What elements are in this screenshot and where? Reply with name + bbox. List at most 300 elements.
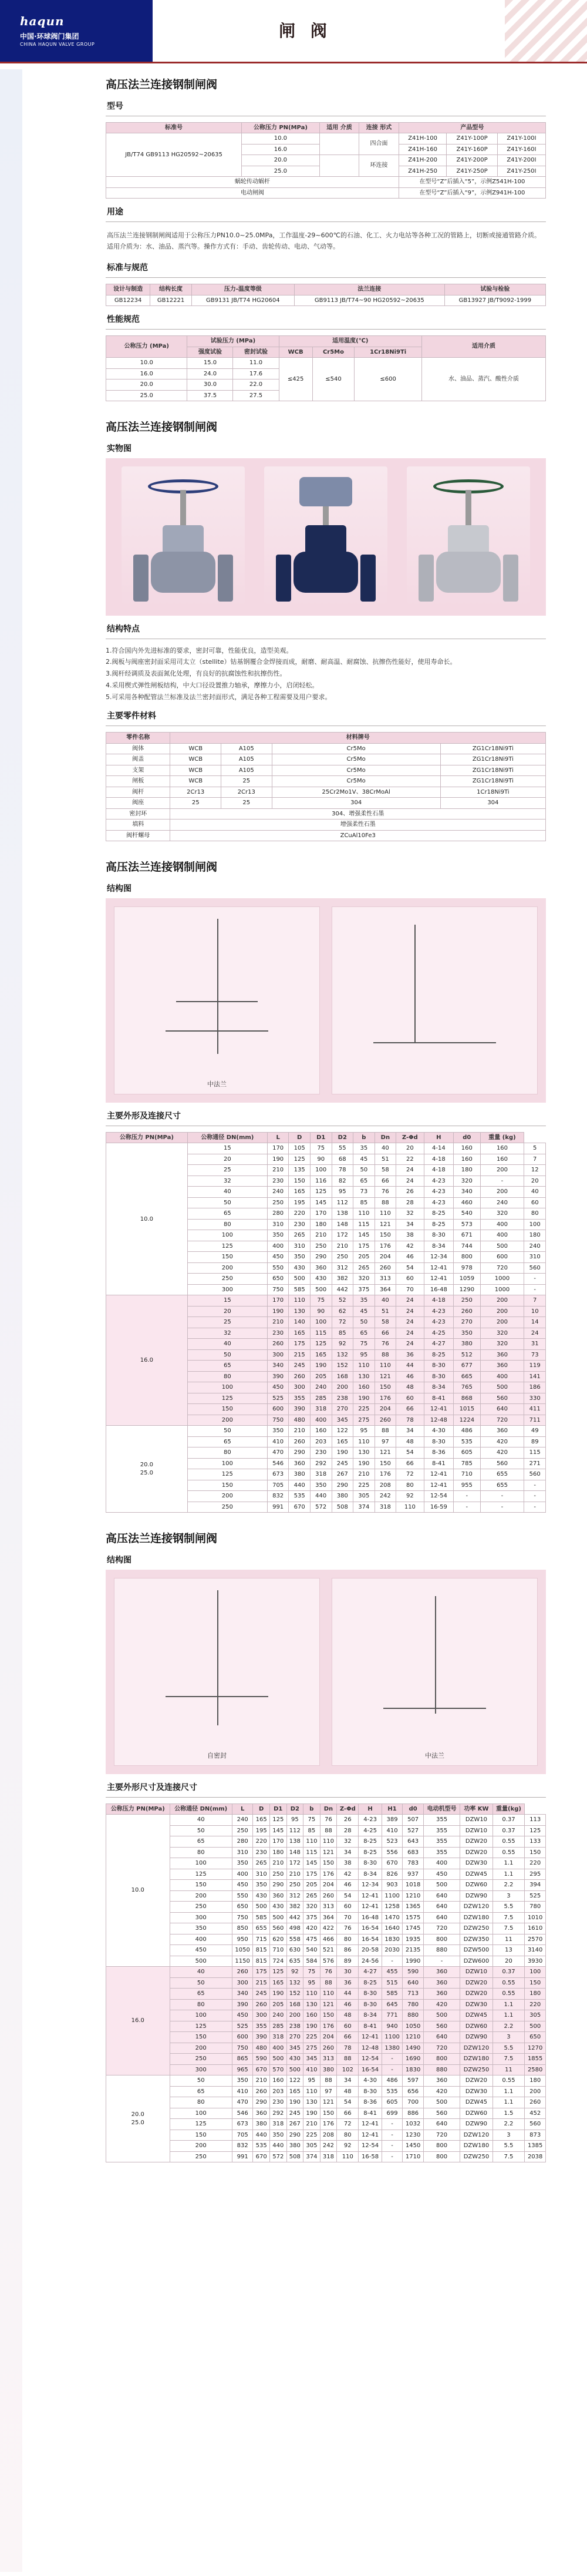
table-cell: 635: [286, 1956, 303, 1967]
table-cell: 380: [320, 2064, 337, 2075]
table-cell: 65: [187, 1208, 267, 1220]
table-cell: 318: [375, 1502, 396, 1513]
table-cell: 12-54: [359, 2141, 382, 2152]
table-cell: 40: [375, 1143, 396, 1154]
table-cell: 60: [337, 1902, 359, 1913]
table-cell: 205: [353, 1252, 375, 1263]
th: Cr5Mo: [312, 347, 355, 358]
table-cell: 710: [269, 1945, 286, 1956]
table-cell: 12-41: [359, 1902, 382, 1913]
model-code: Z41H-100: [399, 133, 447, 145]
table-cell: 500: [286, 2064, 303, 2075]
material: ZG1Cr18Ni9Ti: [440, 765, 545, 776]
th: 公称压力 PN(MPa): [106, 1803, 170, 1815]
table-cell: 75: [303, 1967, 321, 1978]
table-cell: 80: [187, 1371, 267, 1382]
table-cell: 200: [170, 2043, 232, 2054]
table-cell: 3: [492, 2130, 525, 2141]
table-cell: 46: [337, 1880, 359, 1891]
table-cell: 208: [320, 2130, 337, 2141]
table-cell: 1830: [382, 1934, 403, 1945]
table-cell: 7.5: [492, 1912, 525, 1923]
table-cell: -: [454, 1491, 480, 1502]
table-cell: -: [382, 2130, 403, 2141]
table-cell: 450: [232, 1880, 253, 1891]
pressure-cell: 16.0: [106, 1967, 170, 2075]
table-cell: 190: [267, 1306, 289, 1317]
drawing-caption: 自密封: [207, 1751, 227, 1759]
table-cell: 1010: [525, 1912, 546, 1923]
th: b: [353, 1132, 375, 1143]
table-cell: 240: [524, 1241, 546, 1252]
table-cell: 1990: [403, 1956, 424, 1967]
table-cell: 150: [289, 1176, 311, 1187]
table-cell: 1.1: [492, 1858, 525, 1869]
table-cell: 640: [423, 2119, 460, 2130]
table-cell: 200: [187, 1491, 267, 1502]
table-cell: DZW30: [460, 1858, 492, 1869]
table-cell: 12-41: [359, 2119, 382, 2130]
table-cell: 600: [267, 1404, 289, 1415]
table-cell: 210: [303, 2119, 321, 2130]
table-cell: 486: [382, 2075, 403, 2087]
table-cell: 11: [492, 2064, 525, 2075]
table-cell: 210: [289, 1426, 311, 1437]
table-cell: 160: [353, 1382, 375, 1393]
table-cell: 125: [310, 1339, 332, 1350]
pressure-cell: 20.0 25.0: [106, 2075, 170, 2162]
table-cell: 260: [267, 1339, 289, 1350]
table-cell: 28: [337, 1825, 359, 1836]
table-cell: 44: [396, 1361, 424, 1372]
table-cell: 66: [337, 2108, 359, 2119]
dimensions-title: 主要外形及连接尺寸: [107, 1111, 181, 1121]
table-cell: 138: [332, 1208, 353, 1220]
table-cell: 670: [289, 1502, 311, 1513]
table-cell: 475: [303, 1934, 321, 1945]
company-name-cn: 中国·环球阀门集团: [20, 32, 79, 41]
photo-title: 实物图: [107, 444, 131, 454]
table-cell: 400: [170, 1934, 232, 1945]
table-cell: 20-58: [359, 1945, 382, 1956]
table-cell: 65: [187, 1436, 267, 1447]
table-cell: 665: [454, 1371, 480, 1382]
table-cell: 271: [524, 1458, 546, 1469]
table-cell: 978: [454, 1262, 480, 1274]
table-cell: 4-23: [424, 1197, 454, 1208]
table-cell: 40: [170, 1967, 232, 1978]
th: H: [424, 1132, 454, 1143]
performance-title: 性能规范: [107, 315, 140, 325]
table-row: [106, 1815, 546, 1826]
table-cell: 460: [454, 1197, 480, 1208]
table-cell: 355: [253, 2021, 270, 2032]
table-cell: 30.0: [187, 379, 233, 391]
table-cell: 175: [253, 1967, 270, 1978]
table-cell: 132: [286, 1977, 303, 1989]
table-cell: 260: [232, 1967, 253, 1978]
table-cell: 50: [187, 1349, 267, 1361]
table-cell: 400: [480, 1371, 524, 1382]
material: ZG1Cr18Ni9Ti: [440, 754, 545, 765]
table-cell: 640: [423, 1902, 460, 1913]
table-cell: 430: [289, 1262, 311, 1274]
table-cell: 190: [310, 1361, 332, 1372]
section-title: 高压法兰连接钢制闸阀: [106, 861, 218, 874]
table-cell: 420: [480, 1436, 524, 1447]
table-cell: 245: [332, 1458, 353, 1469]
table-cell: 160: [454, 1143, 480, 1154]
table-cell: 300: [170, 1912, 232, 1923]
table-cell: 170: [267, 1143, 289, 1154]
table-cell: 100: [187, 1230, 267, 1241]
title-area: [153, 0, 505, 62]
table-cell: 20: [396, 1143, 424, 1154]
table-cell: 112: [332, 1197, 353, 1208]
table-row: [106, 2119, 546, 2130]
table-cell: 260: [525, 2097, 546, 2108]
table-cell: 560: [480, 1458, 524, 1469]
table-cell: 300: [232, 1977, 253, 1989]
drawing-left: [114, 1578, 320, 1766]
table-cell: 410: [303, 2064, 321, 2075]
table-cell: 292: [310, 1458, 332, 1469]
table-cell: 240: [310, 1382, 332, 1393]
table-cell: 40: [187, 1339, 267, 1350]
table-cell: 215: [253, 1977, 270, 1989]
table-cell: 765: [454, 1382, 480, 1393]
note-label: 电动闸阀: [106, 187, 399, 199]
feature-item: 2.阀板与阀座密封面采用司太立（stellite）钴基钢覆合金焊接而成，耐磨、耐高温、耐腐蚀、抗擦伤性能好，使用寿命长。: [106, 658, 457, 666]
table-cell: 711: [524, 1415, 546, 1426]
table-cell: 318: [320, 2151, 337, 2162]
th: 密封试验: [233, 347, 279, 358]
table-cell: 750: [232, 1912, 253, 1923]
table-cell: 800: [454, 1252, 480, 1263]
table-cell: 133: [525, 1836, 546, 1848]
drawing-line: [373, 1042, 496, 1043]
table-cell: 1.1: [492, 1869, 525, 1880]
table-cell: 190: [332, 1447, 353, 1459]
table-cell: 210: [353, 1469, 375, 1480]
table-cell: DZW20: [460, 1847, 492, 1858]
table-cell: 4-18: [424, 1165, 454, 1176]
table-cell: 165: [286, 2086, 303, 2097]
table-cell: 115: [353, 1219, 375, 1230]
table-cell: 150: [320, 1858, 337, 1869]
model-standard: JB/T74 GB9113 HG20592~20635: [106, 133, 242, 177]
table-cell: 364: [320, 1912, 337, 1923]
table-cell: GB12234: [106, 295, 150, 306]
table-cell: 73: [353, 1187, 375, 1198]
table-cell: DZW120: [460, 2130, 492, 2141]
table-cell: 720: [423, 2130, 460, 2141]
flange: [133, 555, 149, 602]
table-cell: 8-34: [424, 1241, 454, 1252]
table-cell: 88: [375, 1426, 396, 1437]
table-cell: 89: [524, 1436, 546, 1447]
table-cell: 165: [253, 1815, 270, 1826]
table-cell: 195: [253, 1825, 270, 1836]
table-cell: 260: [253, 2086, 270, 2097]
drawing-line: [383, 1708, 486, 1709]
material: 25: [221, 798, 272, 809]
bonnet: [305, 525, 346, 555]
drawing-left: [114, 906, 320, 1094]
usage-title: 用途: [107, 207, 123, 217]
table-cell: 16-54: [359, 1934, 382, 1945]
table-cell: 1210: [403, 1890, 424, 1902]
table-cell: GB9113 JB/T74~90 HG20592~20635: [294, 295, 444, 306]
table-cell: 3140: [525, 1945, 546, 1956]
table-cell: 0.55: [492, 1989, 525, 2000]
table-cell: 584: [303, 1956, 321, 1967]
media-cell: 水、油品、蒸汽、酸性介质: [422, 358, 546, 401]
part-name: 阀盖: [106, 754, 170, 765]
table-cell: 200: [332, 1382, 353, 1393]
table-cell: 350: [232, 2075, 253, 2087]
table-cell: 540: [303, 1945, 321, 1956]
table-cell: 650: [267, 1274, 289, 1285]
table-cell: 380: [286, 2141, 303, 2152]
table-cell: 673: [267, 1469, 289, 1480]
table-cell: 2580: [525, 2064, 546, 2075]
table-cell: 535: [253, 2141, 270, 2152]
table-cell: 32: [187, 1176, 267, 1187]
table-cell: 360: [423, 2075, 460, 2087]
flange: [419, 555, 434, 602]
table-cell: 80: [396, 1480, 424, 1491]
table-cell: DZW20: [460, 1977, 492, 1989]
table-cell: 238: [286, 2021, 303, 2032]
table-cell: 51: [375, 1154, 396, 1165]
table-cell: 205: [303, 1880, 321, 1891]
table-cell: 783: [403, 1858, 424, 1869]
table-row: [106, 358, 546, 369]
table-cell: 24: [396, 1339, 424, 1350]
table-cell: 34: [396, 1219, 424, 1230]
table-cell: 250: [267, 1197, 289, 1208]
table-cell: 245: [253, 1989, 270, 2000]
table-cell: 80: [524, 1208, 546, 1220]
table-cell: 50: [187, 1426, 267, 1437]
material: 304: [272, 798, 440, 809]
table-cell: DZW30: [460, 2086, 492, 2097]
table-cell: 115: [524, 1447, 546, 1459]
table-cell: 300: [187, 1284, 267, 1295]
table-row: [106, 2043, 546, 2054]
table-cell: 640: [423, 2032, 460, 2043]
th: 试验压力 (MPa): [187, 336, 279, 347]
table-cell: 190: [267, 1154, 289, 1165]
table-cell: 400: [232, 1869, 253, 1880]
table-cell: 500: [423, 1880, 460, 1891]
th: Z-Φd: [337, 1803, 359, 1815]
table-cell: 750: [267, 1415, 289, 1426]
table-cell: 826: [382, 1869, 403, 1880]
table-cell: 305: [303, 2141, 321, 2152]
bonnet: [448, 525, 489, 555]
table-cell: 360: [423, 1989, 460, 2000]
table-cell: DZW10: [460, 1825, 492, 1836]
table-cell: 20.0: [106, 379, 187, 391]
table-cell: 380: [332, 1491, 353, 1502]
table-cell: 110: [353, 1208, 375, 1220]
table-cell: 121: [375, 1447, 396, 1459]
table-cell: 165: [310, 1349, 332, 1361]
pressure-cell: 10.0: [106, 1815, 170, 1967]
th: D2: [332, 1132, 353, 1143]
table-cell: 16-48: [424, 1284, 454, 1295]
table-cell: 225: [353, 1480, 375, 1491]
table-row: [106, 1977, 546, 1989]
model-title: 型号: [107, 101, 123, 111]
table-cell: 2038: [525, 2151, 546, 2162]
performance-table: [106, 335, 546, 401]
table-cell: 442: [332, 1284, 353, 1295]
table-cell: 32: [187, 1328, 267, 1339]
table-row: [106, 2010, 546, 2021]
table-cell: 12-41: [424, 1262, 454, 1274]
table-cell: 65: [187, 1361, 267, 1372]
table-cell: 34: [337, 1847, 359, 1858]
table-cell: 290: [253, 2097, 270, 2108]
table-cell: 1450: [403, 2141, 424, 2152]
table-cell: 8-30: [424, 1371, 454, 1382]
table-cell: 305: [525, 2010, 546, 2021]
th: 设计与制造: [106, 284, 150, 295]
table-cell: 350: [232, 1858, 253, 1869]
table-cell: -: [524, 1491, 546, 1502]
table-cell: 1710: [403, 2151, 424, 2162]
feature-item: 1.符合国内外先进标准的要求，密封可靠，性能优良，造型美观。: [106, 646, 293, 654]
table-cell: 190: [353, 1393, 375, 1404]
table-cell: 8-30: [359, 1989, 382, 2000]
table-cell: 180: [525, 2075, 546, 2087]
table-cell: 80: [187, 1447, 267, 1459]
table-cell: 170: [310, 1208, 332, 1220]
table-cell: 65: [170, 1836, 232, 1848]
table-cell: 320: [480, 1328, 524, 1339]
table-cell: 590: [403, 1967, 424, 1978]
th: D1: [310, 1132, 332, 1143]
table-cell: 24: [396, 1165, 424, 1176]
table-row: [106, 1836, 546, 1848]
table-cell: 8-25: [424, 1349, 454, 1361]
table-cell: 80: [170, 1847, 232, 1858]
table-cell: 1015: [454, 1404, 480, 1415]
table-cell: 0.37: [492, 1967, 525, 1978]
table-cell: 180: [269, 1847, 286, 1858]
table-cell: 73: [524, 1349, 546, 1361]
table-cell: 165: [269, 1977, 286, 1989]
material: 304、增强柔性石墨: [170, 808, 546, 820]
table-cell: 576: [320, 1956, 337, 1967]
th: D1: [269, 1803, 286, 1815]
table-cell: 35: [353, 1143, 375, 1154]
table-cell: 903: [382, 1880, 403, 1891]
table-cell: DZW600: [460, 1956, 492, 1967]
table-cell: 771: [382, 2010, 403, 2021]
table-cell: 168: [332, 1371, 353, 1382]
table-cell: 38: [396, 1230, 424, 1241]
table-cell: 60: [337, 2021, 359, 2032]
table-cell: 150: [375, 1230, 396, 1241]
table-cell: 320: [480, 1339, 524, 1350]
table-cell: 1150: [232, 1956, 253, 1967]
table-cell: 832: [267, 1491, 289, 1502]
table-cell: 572: [310, 1502, 332, 1513]
table-cell: 24-56: [359, 1956, 382, 1967]
table-cell: 20: [187, 1154, 267, 1165]
table-cell: 24: [524, 1328, 546, 1339]
table-cell: 110: [353, 1436, 375, 1447]
table-row: [106, 743, 546, 754]
table-cell: 32: [396, 1208, 424, 1220]
table-cell: 250: [187, 1274, 267, 1285]
table-cell: 600: [232, 2032, 253, 2043]
table-cell: 240: [480, 1197, 524, 1208]
table-cell: GB13927 JB/T9092-1999: [444, 295, 545, 306]
table-cell: 250: [286, 1880, 303, 1891]
table-cell: 8-30: [359, 2086, 382, 2097]
table-cell: 200: [286, 2010, 303, 2021]
table-cell: 95: [303, 1977, 321, 1989]
table-cell: 54: [337, 1890, 359, 1902]
part-name: 闸板: [106, 776, 170, 787]
table-cell: 267: [286, 2119, 303, 2130]
table-cell: 210: [332, 1241, 353, 1252]
table-cell: 500: [269, 2054, 286, 2065]
table-cell: 160: [303, 2010, 321, 2021]
table-cell: 1745: [403, 1923, 424, 1934]
table-cell: 260: [320, 1890, 337, 1902]
table-cell: 715: [253, 1934, 270, 1945]
table-cell: 48: [396, 1436, 424, 1447]
th: 电动机型号: [423, 1803, 460, 1815]
table-cell: 390: [289, 1404, 311, 1415]
table-cell: 110: [320, 1836, 337, 1848]
table-cell: 350: [454, 1328, 480, 1339]
material: WCB: [170, 754, 221, 765]
valve-body: [294, 552, 358, 593]
table-cell: 16.0: [106, 368, 187, 379]
table-cell: 318: [269, 2032, 286, 2043]
table-cell: 145: [269, 1825, 286, 1836]
table-cell: 360: [480, 1349, 524, 1361]
table-cell: 590: [253, 2054, 270, 2065]
table-cell: 937: [403, 1869, 424, 1880]
table-cell: 486: [454, 1426, 480, 1437]
table-cell: 12-41: [359, 1890, 382, 1902]
table-cell: 713: [403, 1989, 424, 2000]
table-cell: 285: [310, 1393, 332, 1404]
table-cell: 100: [170, 2108, 232, 2119]
th: Dn: [320, 1803, 337, 1815]
th: 1Cr18Ni9Ti: [355, 347, 422, 358]
table-cell: 671: [454, 1230, 480, 1241]
table-cell: 750: [267, 1284, 289, 1295]
table-cell: 2570: [525, 1934, 546, 1945]
table-cell: 310: [232, 1847, 253, 1858]
table-cell: 450: [232, 2010, 253, 2021]
table-cell: 360: [289, 1458, 311, 1469]
table-cell: 390: [232, 1999, 253, 2010]
table-cell: 310: [524, 1252, 546, 1263]
table-cell: 85: [332, 1328, 353, 1339]
drawing-line: [166, 1696, 268, 1697]
th: Z-Φd: [396, 1132, 424, 1143]
